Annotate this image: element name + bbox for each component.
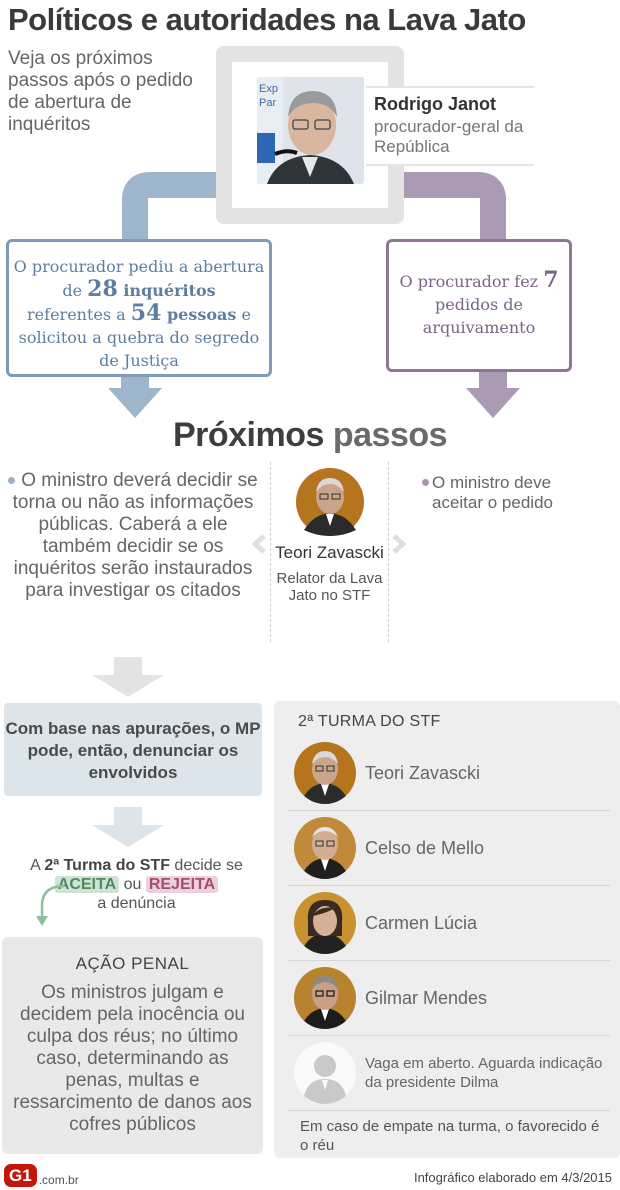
- request-text: e solicitou a quebra do segredo de Justiça: [18, 305, 260, 370]
- left-arrow-icon: [252, 534, 266, 554]
- member-name: Carmen Lúcia: [365, 913, 478, 933]
- left-step: [4, 470, 262, 602]
- request-text: referentes a: [27, 305, 131, 324]
- g1-logo-mark: G1: [4, 1164, 37, 1187]
- g1-domain: .com.br: [38, 1173, 79, 1187]
- janot-name: Rodrigo Janot: [374, 94, 496, 114]
- decision-strong: 2ª Turma do STF: [44, 857, 170, 874]
- member-row: [288, 961, 610, 1036]
- inquiries-count: 28: [87, 276, 118, 302]
- g1-logo: [4, 1163, 79, 1187]
- archive-text: O procurador fez: [399, 272, 544, 291]
- teori-name: Teori Zavascki: [275, 543, 384, 562]
- heading-strong: Próximos: [172, 416, 324, 454]
- member-row: [288, 1036, 610, 1111]
- down-arrow-icon: [90, 655, 166, 699]
- janot-role: procurador-geral da República: [374, 117, 524, 156]
- member-row: [288, 811, 610, 886]
- teori-block: [272, 468, 387, 604]
- request-text: O procurador pediu a abertura de: [13, 257, 265, 300]
- next-steps-heading: [0, 416, 620, 455]
- member-row: [288, 886, 610, 961]
- archive-count: 7: [543, 267, 559, 293]
- decision-text: ou: [119, 876, 146, 893]
- svg-text:Par: Par: [259, 97, 277, 109]
- member-photo: [294, 817, 356, 879]
- tie-note: Em caso de empate na turma, o favorecido é o réu: [300, 1118, 600, 1154]
- acao-penal-body: Os ministros julgam e decidem pela inocência ou culpa dos réus; no último caso, determinando as penas, multas e ressarcimento de danos aos cofres públicos: [13, 982, 252, 1135]
- member-name: Vaga em aberto. Aguarda indicação da presidente Dilma: [365, 1055, 603, 1091]
- decision-text: A: [30, 857, 45, 874]
- janot-photo: [257, 77, 364, 184]
- member-name: Gilmar Mendes: [365, 988, 488, 1008]
- bullet-icon: [422, 479, 429, 486]
- member-photo: [294, 742, 356, 804]
- teori-photo: [296, 468, 364, 536]
- subtitle: Veja os próximos passos após o pedido de abertura de inquéritos: [8, 48, 193, 135]
- curved-arrow-icon: [28, 880, 68, 930]
- member-name: Celso de Mello: [365, 838, 485, 858]
- down-arrow-icon: [466, 388, 520, 418]
- bullet-icon: [8, 477, 15, 484]
- acao-penal-box: [2, 937, 263, 1154]
- mp-box: Com base nas apurações, o MP pode, então, denunciar os envolvidos: [4, 703, 262, 796]
- request-text-bold: pessoas: [161, 305, 237, 324]
- right-step-text: O ministro deve aceitar o pedido: [432, 473, 553, 512]
- reject-tag: REJEITA: [146, 876, 218, 893]
- request-box: [6, 239, 272, 377]
- right-arrow-icon: [392, 534, 406, 554]
- janot-caption: [366, 86, 534, 166]
- svg-text:Exp: Exp: [259, 83, 278, 95]
- member-row: [288, 736, 610, 811]
- accept-tag: ACEITA: [55, 876, 119, 893]
- decision-text: decide se: [169, 857, 243, 874]
- turma-panel: [274, 701, 620, 1158]
- member-name: Teori Zavascki: [365, 763, 481, 783]
- archive-box: [386, 239, 572, 372]
- archive-text: pedidos de arquivamento: [422, 295, 536, 337]
- down-arrow-icon: [108, 388, 162, 418]
- footer-credit: Infográfico elaborado em 4/3/2015: [413, 1170, 612, 1185]
- acao-penal-title: AÇÃO PENAL: [75, 954, 190, 973]
- heading-light: passos: [332, 416, 448, 454]
- member-photo: [294, 892, 356, 954]
- request-text-bold: inquéritos: [117, 281, 216, 300]
- divider: [388, 462, 389, 642]
- left-step-text: O ministro deverá decidir se torna ou não as informações públicas. Caberá a ele também decidir se os inquéritos serão instaurados para investigar os citados: [12, 470, 258, 601]
- divider: [270, 462, 271, 642]
- people-count: 54: [130, 300, 162, 326]
- down-arrow-icon: [90, 805, 166, 849]
- teori-role: Relator da Lava Jato no STF: [276, 570, 383, 604]
- member-photo: [294, 967, 356, 1029]
- right-step: [432, 473, 572, 513]
- turma-panel-title: 2ª TURMA DO STF: [298, 713, 441, 730]
- page-title: Políticos e autoridades na Lava Jato: [8, 2, 526, 37]
- vacant-avatar-icon: [294, 1042, 356, 1104]
- decision-text: a denúncia: [97, 895, 176, 912]
